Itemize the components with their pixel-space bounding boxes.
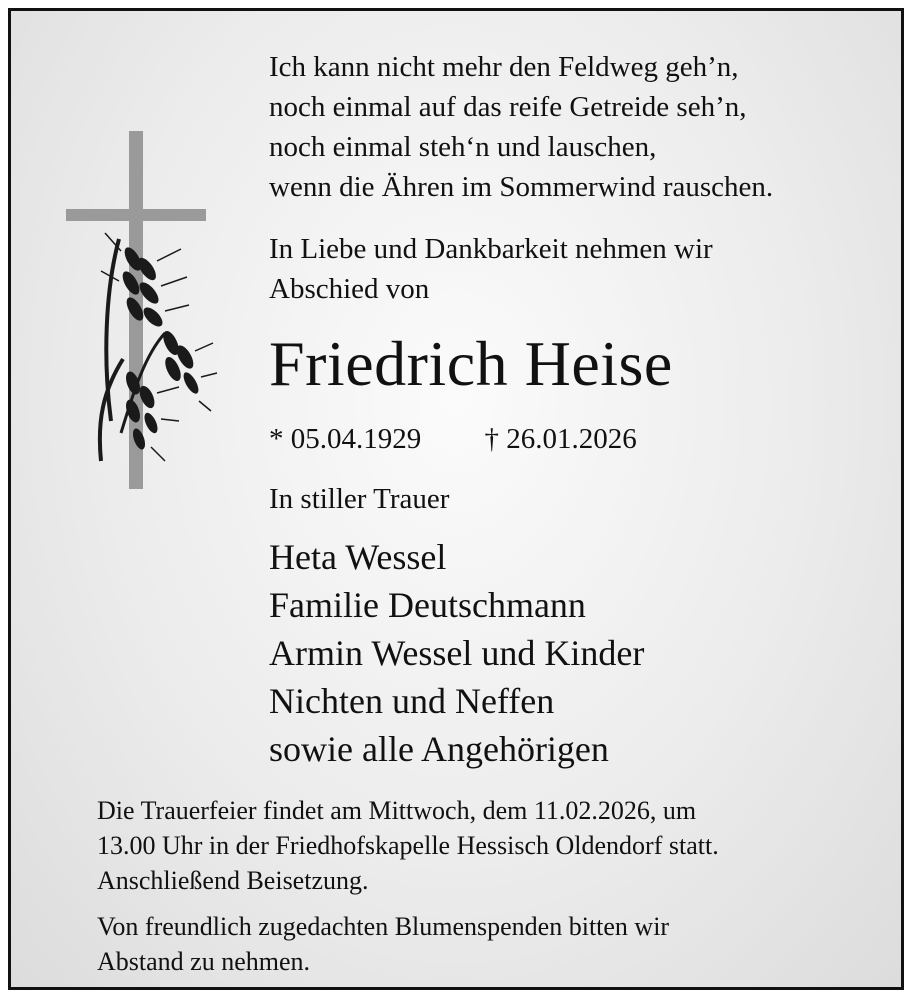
intro-text [269,229,713,309]
mourner: Nichten und Neffen [269,681,555,721]
ceremony-line: 13.00 Uhr in der Friedhofskapelle Hessisch Oldendorf statt. [97,831,719,860]
flowers-line: Von freundlich zugedachten Blumenspenden bitten wir [97,912,670,941]
mourner: sowie alle Angehörigen [269,729,609,769]
flowers-note [97,909,669,979]
mourning-label: In stiller Trauer [269,483,450,515]
poem-line: noch einmal auf das reife Getreide seh’n, [269,91,747,123]
deceased-name: Friedrich Heise [269,328,673,399]
birth-date: * 05.04.1929 [269,423,422,455]
poem-line: Ich kann nicht mehr den Feldweg geh’n, [269,51,739,83]
death-date: † 26.01.2026 [484,423,637,455]
mourners-list [269,533,644,773]
poem-line: wenn die Ähren im Sommerwind rauschen. [269,171,774,203]
flowers-line: Abstand zu nehmen. [97,947,311,976]
mourner: Heta Wessel [269,537,447,577]
cross-with-wheat-icon [61,121,221,501]
intro-line: In Liebe und Dankbarkeit nehmen wir [269,233,713,265]
life-dates [269,419,637,459]
mourner: Familie Deutschmann [269,585,586,625]
ceremony-line: Anschließend Beisetzung. [97,866,369,895]
poem [269,47,773,207]
mourner: Armin Wessel und Kinder [269,633,645,673]
ceremony-info [97,793,719,898]
obituary-frame [8,8,904,990]
ceremony-line: Die Trauerfeier findet am Mittwoch, dem 11.02.2026, um [97,796,697,825]
intro-line: Abschied von [269,273,430,305]
poem-line: noch einmal steh‘n und lauschen, [269,131,657,163]
